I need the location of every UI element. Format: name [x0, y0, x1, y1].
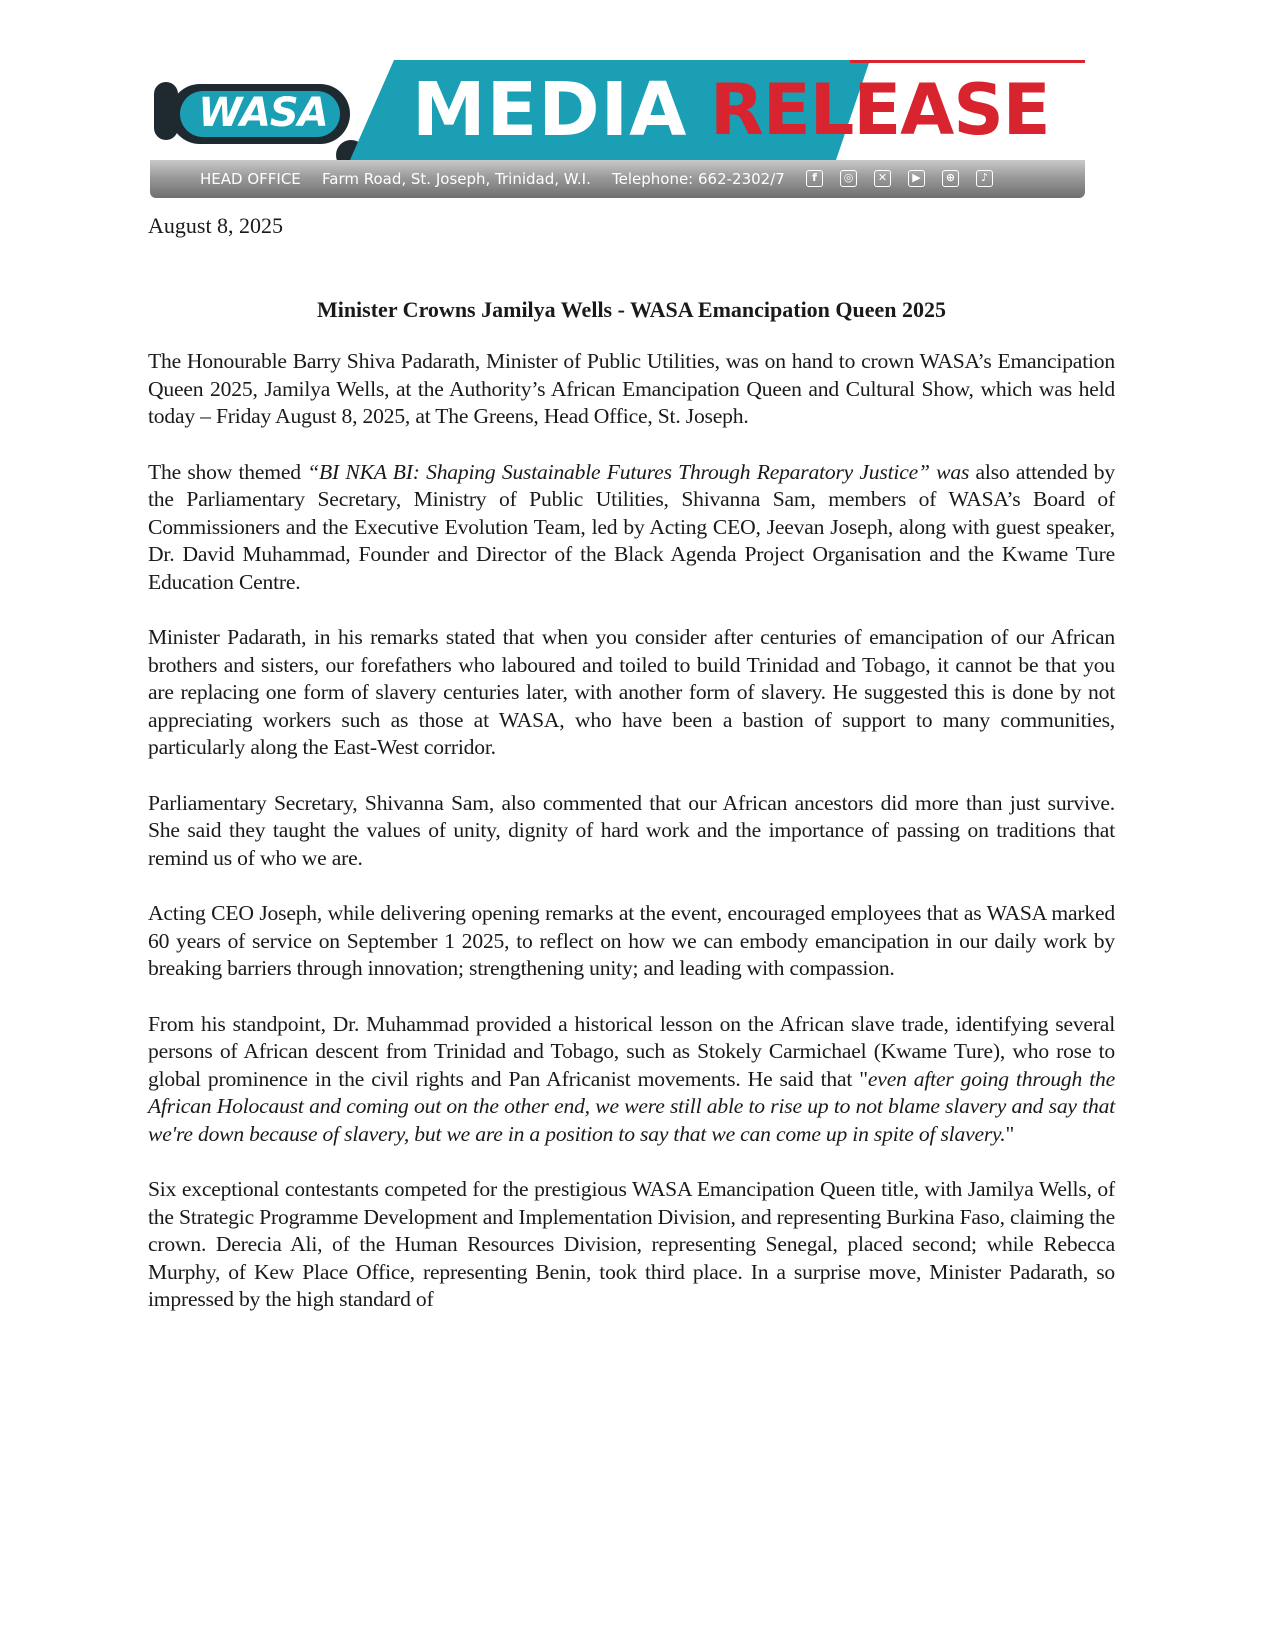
banner-contact-bar: [150, 160, 1085, 198]
head-office-address: Farm Road, St. Joseph, Trinidad, W.I.: [322, 170, 591, 188]
instagram-icon: ◎: [840, 170, 857, 187]
release-label: RELEASE: [710, 69, 1050, 151]
logo-text: WASA: [198, 90, 328, 136]
tiktok-icon: ♪: [976, 170, 993, 187]
x-icon: ✕: [874, 170, 891, 187]
paragraph-6: [148, 1011, 1115, 1149]
paragraph-2-start: The show themed: [148, 459, 308, 484]
facebook-icon: f: [806, 170, 823, 187]
paragraph-2: [148, 459, 1115, 597]
paragraph-7: Six exceptional contestants competed for the prestigious WASA Emancipation Queen title, with Jamilya Wells, of the Strategic Programme Development and Implementation Division, and representing Burkina Faso, claiming the crown. Derecia Ali, of the Human Resources Division, representing Senegal, placed second; while Rebecca Murphy, of Kew Place Office, representing Benin, took third place. In a surprise move, Minister Padarath, so impressed by the high standard of: [148, 1177, 1115, 1311]
wasa-logo: [150, 60, 372, 160]
youtube-icon: ▶: [908, 170, 925, 187]
release-date: August 8, 2025: [148, 213, 284, 238]
paragraph-2-end: also attended by the Parliamentary Secretary, Ministry of Public Utilities, Shivanna Sam, members of WASA’s Board of Commissioners and the Executive Evolution Team, led by Acting CEO, Jeevan Joseph, along with guest speaker, Dr. David Muhammad, Founder and Director of the Black Agenda Project Organisation and the Kwame Ture Education Centre.: [148, 459, 1116, 594]
social-icons: [806, 170, 1010, 188]
paragraph-1: The Honourable Barry Shiva Padarath, Minister of Public Utilities, was on hand to crown WASA’s Emancipation Queen 2025, Jamilya Wells, at the Authority’s African Emancipation Queen and Cultural Show, which was held today – Friday August 8, 2025, at The Greens, Head Office, St. Joseph.: [148, 349, 1115, 428]
paragraph-6-end: ": [1005, 1121, 1015, 1146]
paragraph-3: Minister Padarath, in his remarks stated that when you consider after centuries of emancipation of our African brothers and sisters, our forefathers who laboured and toiled to build Trinidad and Tobago, it cannot be that you are replacing one form of slavery centuries later, with another form of slavery. He suggested this is done by not appreciating workers such as those at WASA, who have been a bastion of support to many communities, particularly along the East-West corridor.: [148, 625, 1115, 759]
telephone-number: Telephone: 662-2302/7: [612, 170, 785, 188]
banner-top: [150, 60, 1085, 160]
paragraph-6-start: From his standpoint, Dr. Muhammad provided a historical lesson on the African slave trade, identifying several persons of African descent from Trinidad and Tobago, such as Stokely Carmichael (Kwame Ture), who rose to global prominence in the civil rights and Pan Africanist movements. He said that ": [148, 1011, 1115, 1091]
head-office-label: HEAD OFFICE: [200, 170, 301, 188]
paragraph-5: Acting CEO Joseph, while delivering opening remarks at the event, encouraged employees that as WASA marked 60 years of service on September 1 2025, to reflect on how we can embody emancipation in our daily work by breaking barriers through innovation; strengthening unity; and leading with compassion.: [148, 901, 1115, 980]
release-rule: [850, 60, 1085, 63]
paragraph-2-theme: “BI NKA BI: Shaping Sustainable Futures Through Reparatory Justice” was: [307, 459, 970, 484]
paragraph-6-quote: even after going through the African Holocaust and coming out on the other end, we were still able to rise up to not blame slavery and say that we're down because of slavery, but we are in a position to say that we can come up in spite of slavery.: [148, 1066, 1115, 1146]
headline: Minister Crowns Jamilya Wells - WASA Emancipation Queen 2025: [316, 297, 947, 322]
media-release-banner: [150, 60, 1085, 198]
web-icon: ⊕: [942, 170, 959, 187]
paragraph-4: Parliamentary Secretary, Shivanna Sam, also commented that our African ancestors did more than just survive. She said they taught the values of unity, dignity of hard work and the importance of passing on traditions that remind us of who we are.: [148, 790, 1115, 870]
release-body: [148, 348, 1115, 1314]
media-label: MEDIA: [412, 67, 688, 153]
